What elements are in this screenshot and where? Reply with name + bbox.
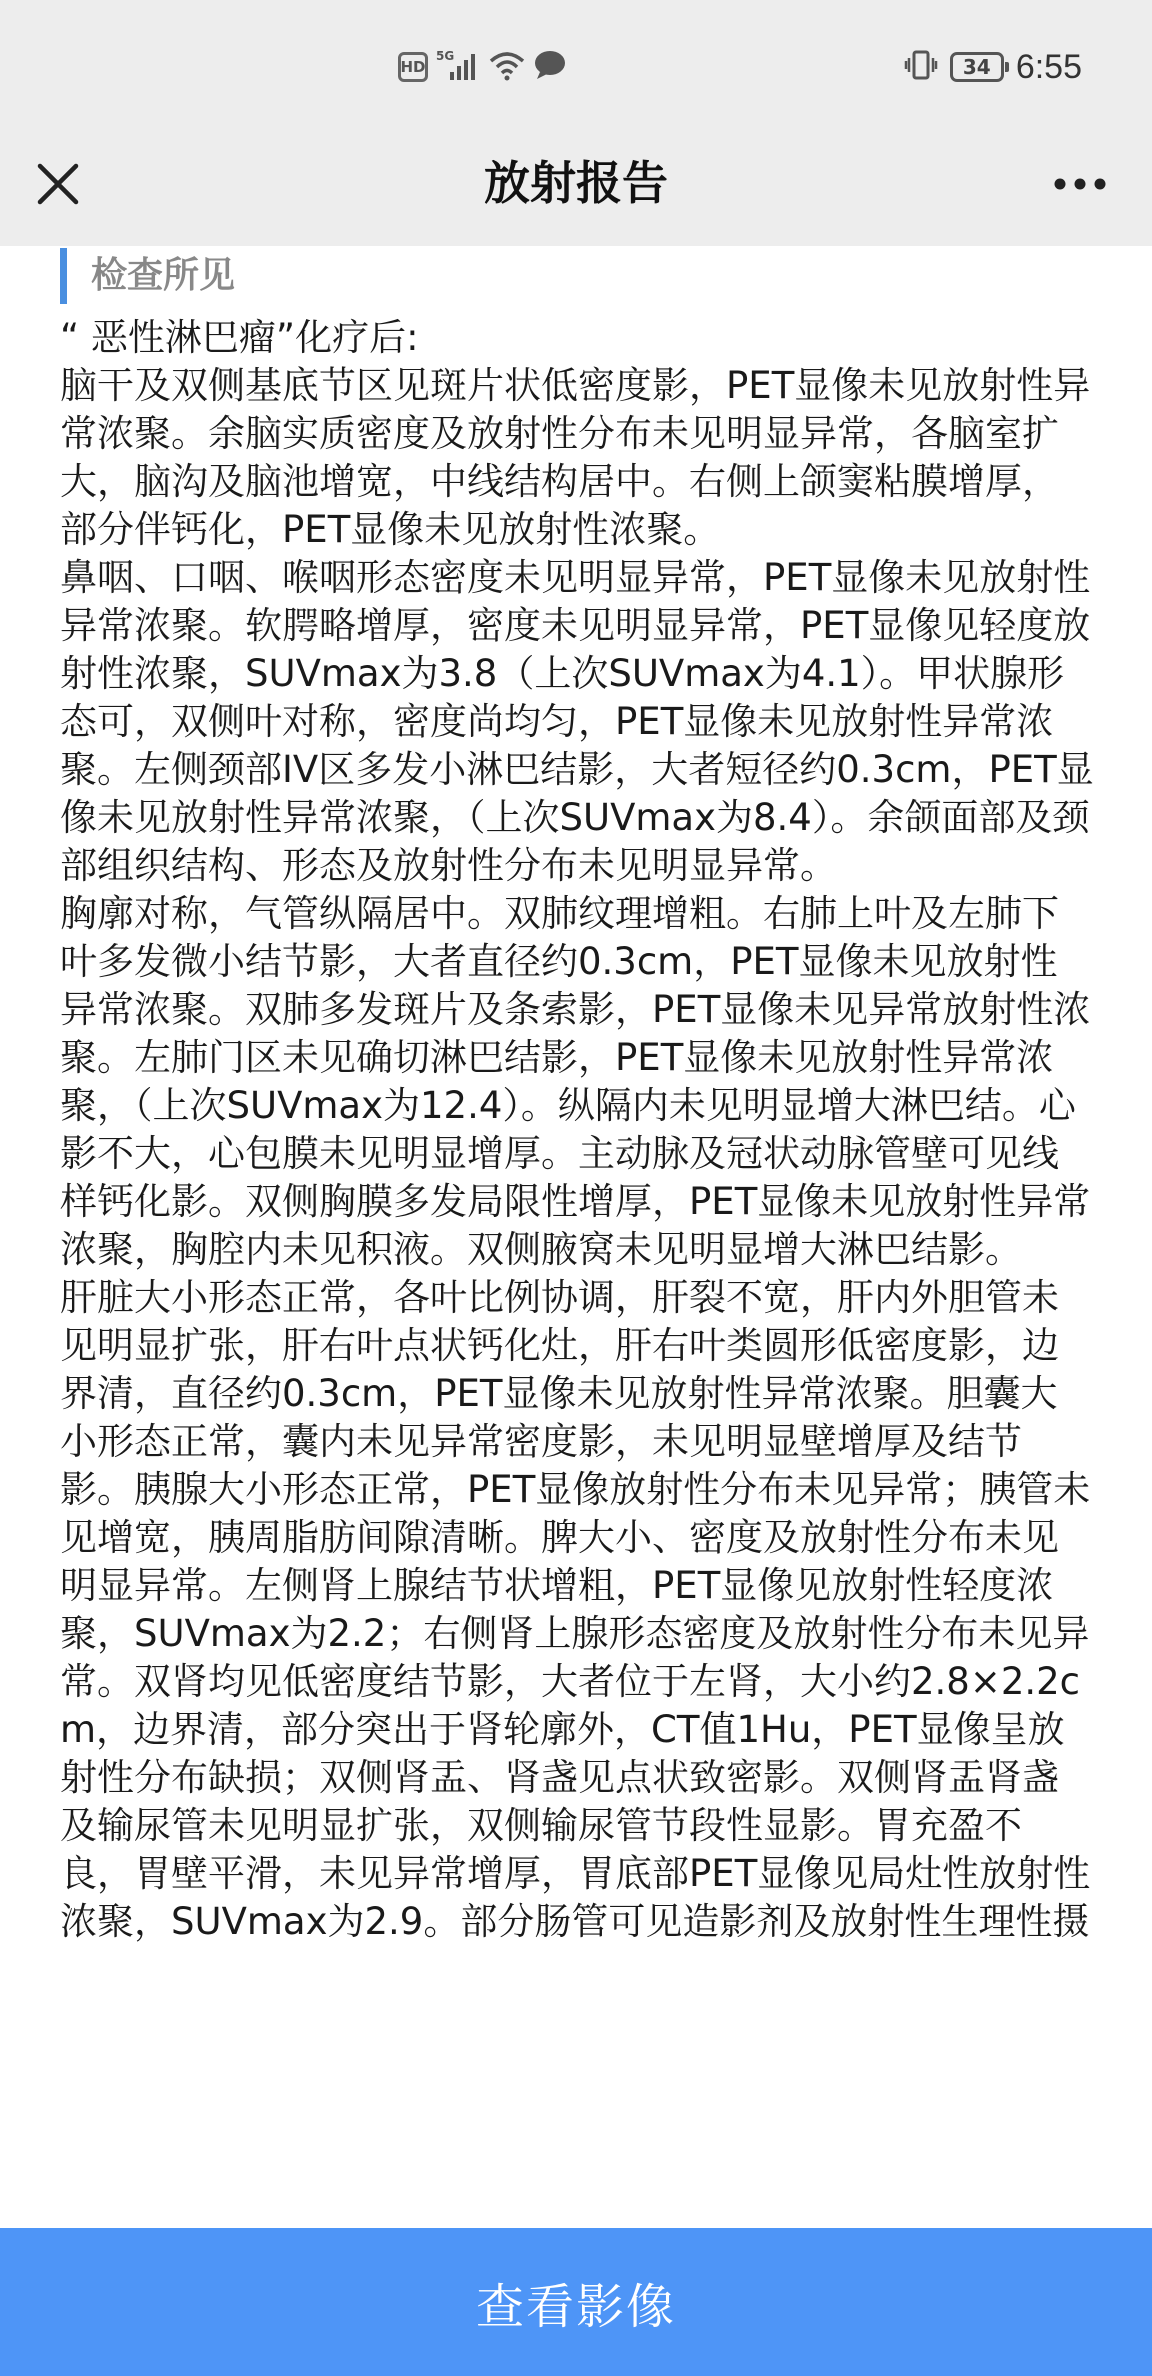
- section-heading: 检查所见: [60, 248, 235, 304]
- clock: 6:55: [1015, 47, 1082, 86]
- status-right: [904, 44, 1082, 90]
- view-images-button[interactable]: [0, 2228, 1152, 2376]
- hd-badge: HD: [398, 52, 428, 82]
- report-paragraph: “ 恶性淋巴瘤”化疗后:: [60, 316, 419, 359]
- report-content[interactable]: [0, 246, 1152, 2228]
- app-header: [0, 134, 1152, 246]
- more-button[interactable]: [1048, 152, 1112, 216]
- report-paragraph: 胸廓对称，气管纵隔居中。双肺纹理增粗。右肺上叶及左肺下叶多发微小结节影，大者直径约0.3cm，PET显像未见放射性异常浓聚。双肺多发斑片及条索影，PET显像未见异常放射性浓聚。左肺门区未见确切淋巴结影，PET显像未见放射性异常浓聚，（上次SUVmax为12.4）。纵隔内未见明显增大淋巴结。心影不大，心包膜未见明显增厚。主动脉及冠状动脉管壁可见线样钙化影。双侧胸膜多发局限性增厚，PET显像未见放射性异常浓聚，胸腔内未见积液。双侧腋窝未见明显增大淋巴结影。: [60, 892, 1091, 1271]
- battery-indicator: 34: [950, 52, 1004, 82]
- more-icon: [1052, 176, 1108, 192]
- report-paragraph: 脑干及双侧基底节区见斑片状低密度影，PET显像未见放射性异常浓聚。余脑实质密度及放射性分布未见明显异常，各脑室扩大，脑沟及脑池增宽，中线结构居中。右侧上颌窦粘膜增厚，部分伴钙化，PET显像未见放射性浓聚。: [60, 364, 1091, 551]
- message-icon: [534, 50, 566, 84]
- report-paragraph: 鼻咽、口咽、喉咽形态密度未见明显异常，PET显像未见放射性异常浓聚。软腭略增厚，密度未见明显异常，PET显像见轻度放射性浓聚，SUVmax为3.8（上次SUVmax为4.1）。甲状腺形态可，双侧叶对称，密度尚均匀，PET显像未见放射性异常浓聚。左侧颈部IV区多发小淋巴结影，大者短径约0.3cm，PET显像未见放射性异常浓聚，（上次SUVmax为8.4）。余颌面部及颈部组织结构、形态及放射性分布未见明显异常。: [60, 556, 1094, 887]
- view-images-label: 查看影像: [475, 2278, 676, 2335]
- vibrate-icon: [904, 48, 938, 86]
- status-bar: [0, 0, 1152, 134]
- status-left: [398, 46, 566, 88]
- wifi-icon: [488, 49, 526, 85]
- svg-text:5G: 5G: [436, 49, 455, 63]
- report-paragraph: 肝脏大小形态正常，各叶比例协调，肝裂不宽，肝内外胆管未见明显扩张，肝右叶点状钙化灶，肝右叶类圆形低密度影，边界清，直径约0.3cm，PET显像未见放射性异常浓聚。胆囊大小形态正常，囊内未见异常密度影，未见明显壁增厚及结节影。胰腺大小形态正常，PET显像放射性分布未见异常；胰管未见增宽，胰周脂肪间隙清晰。脾大小、密度及放射性分布未见明显异常。左侧肾上腺结节状增粗，PET显像见放射性轻度浓聚，SUVmax为2.2；右侧肾上腺形态密度及放射性分布未见异常。双肾均见低密度结节影，大者位于左肾，大小约2.8×2.2cm，边界清，部分突出于肾轮廓外，CT值1Hu，PET显像呈放射性分布缺损；双侧肾盂、肾盏见点状致密影。双侧肾盂肾盏及输尿管未见明显扩张，双侧输尿管节段性显影。胃充盈不良，胃壁平滑，未见异常增厚，胃底部PET显像见局灶性放射性浓聚，SUVmax为2.9。部分肠管可见造影剂及放射性生理性摄: [60, 1276, 1091, 1943]
- signal-icon: [436, 48, 480, 86]
- report-body: [60, 314, 1094, 1946]
- page-title: 放射报告: [484, 156, 668, 210]
